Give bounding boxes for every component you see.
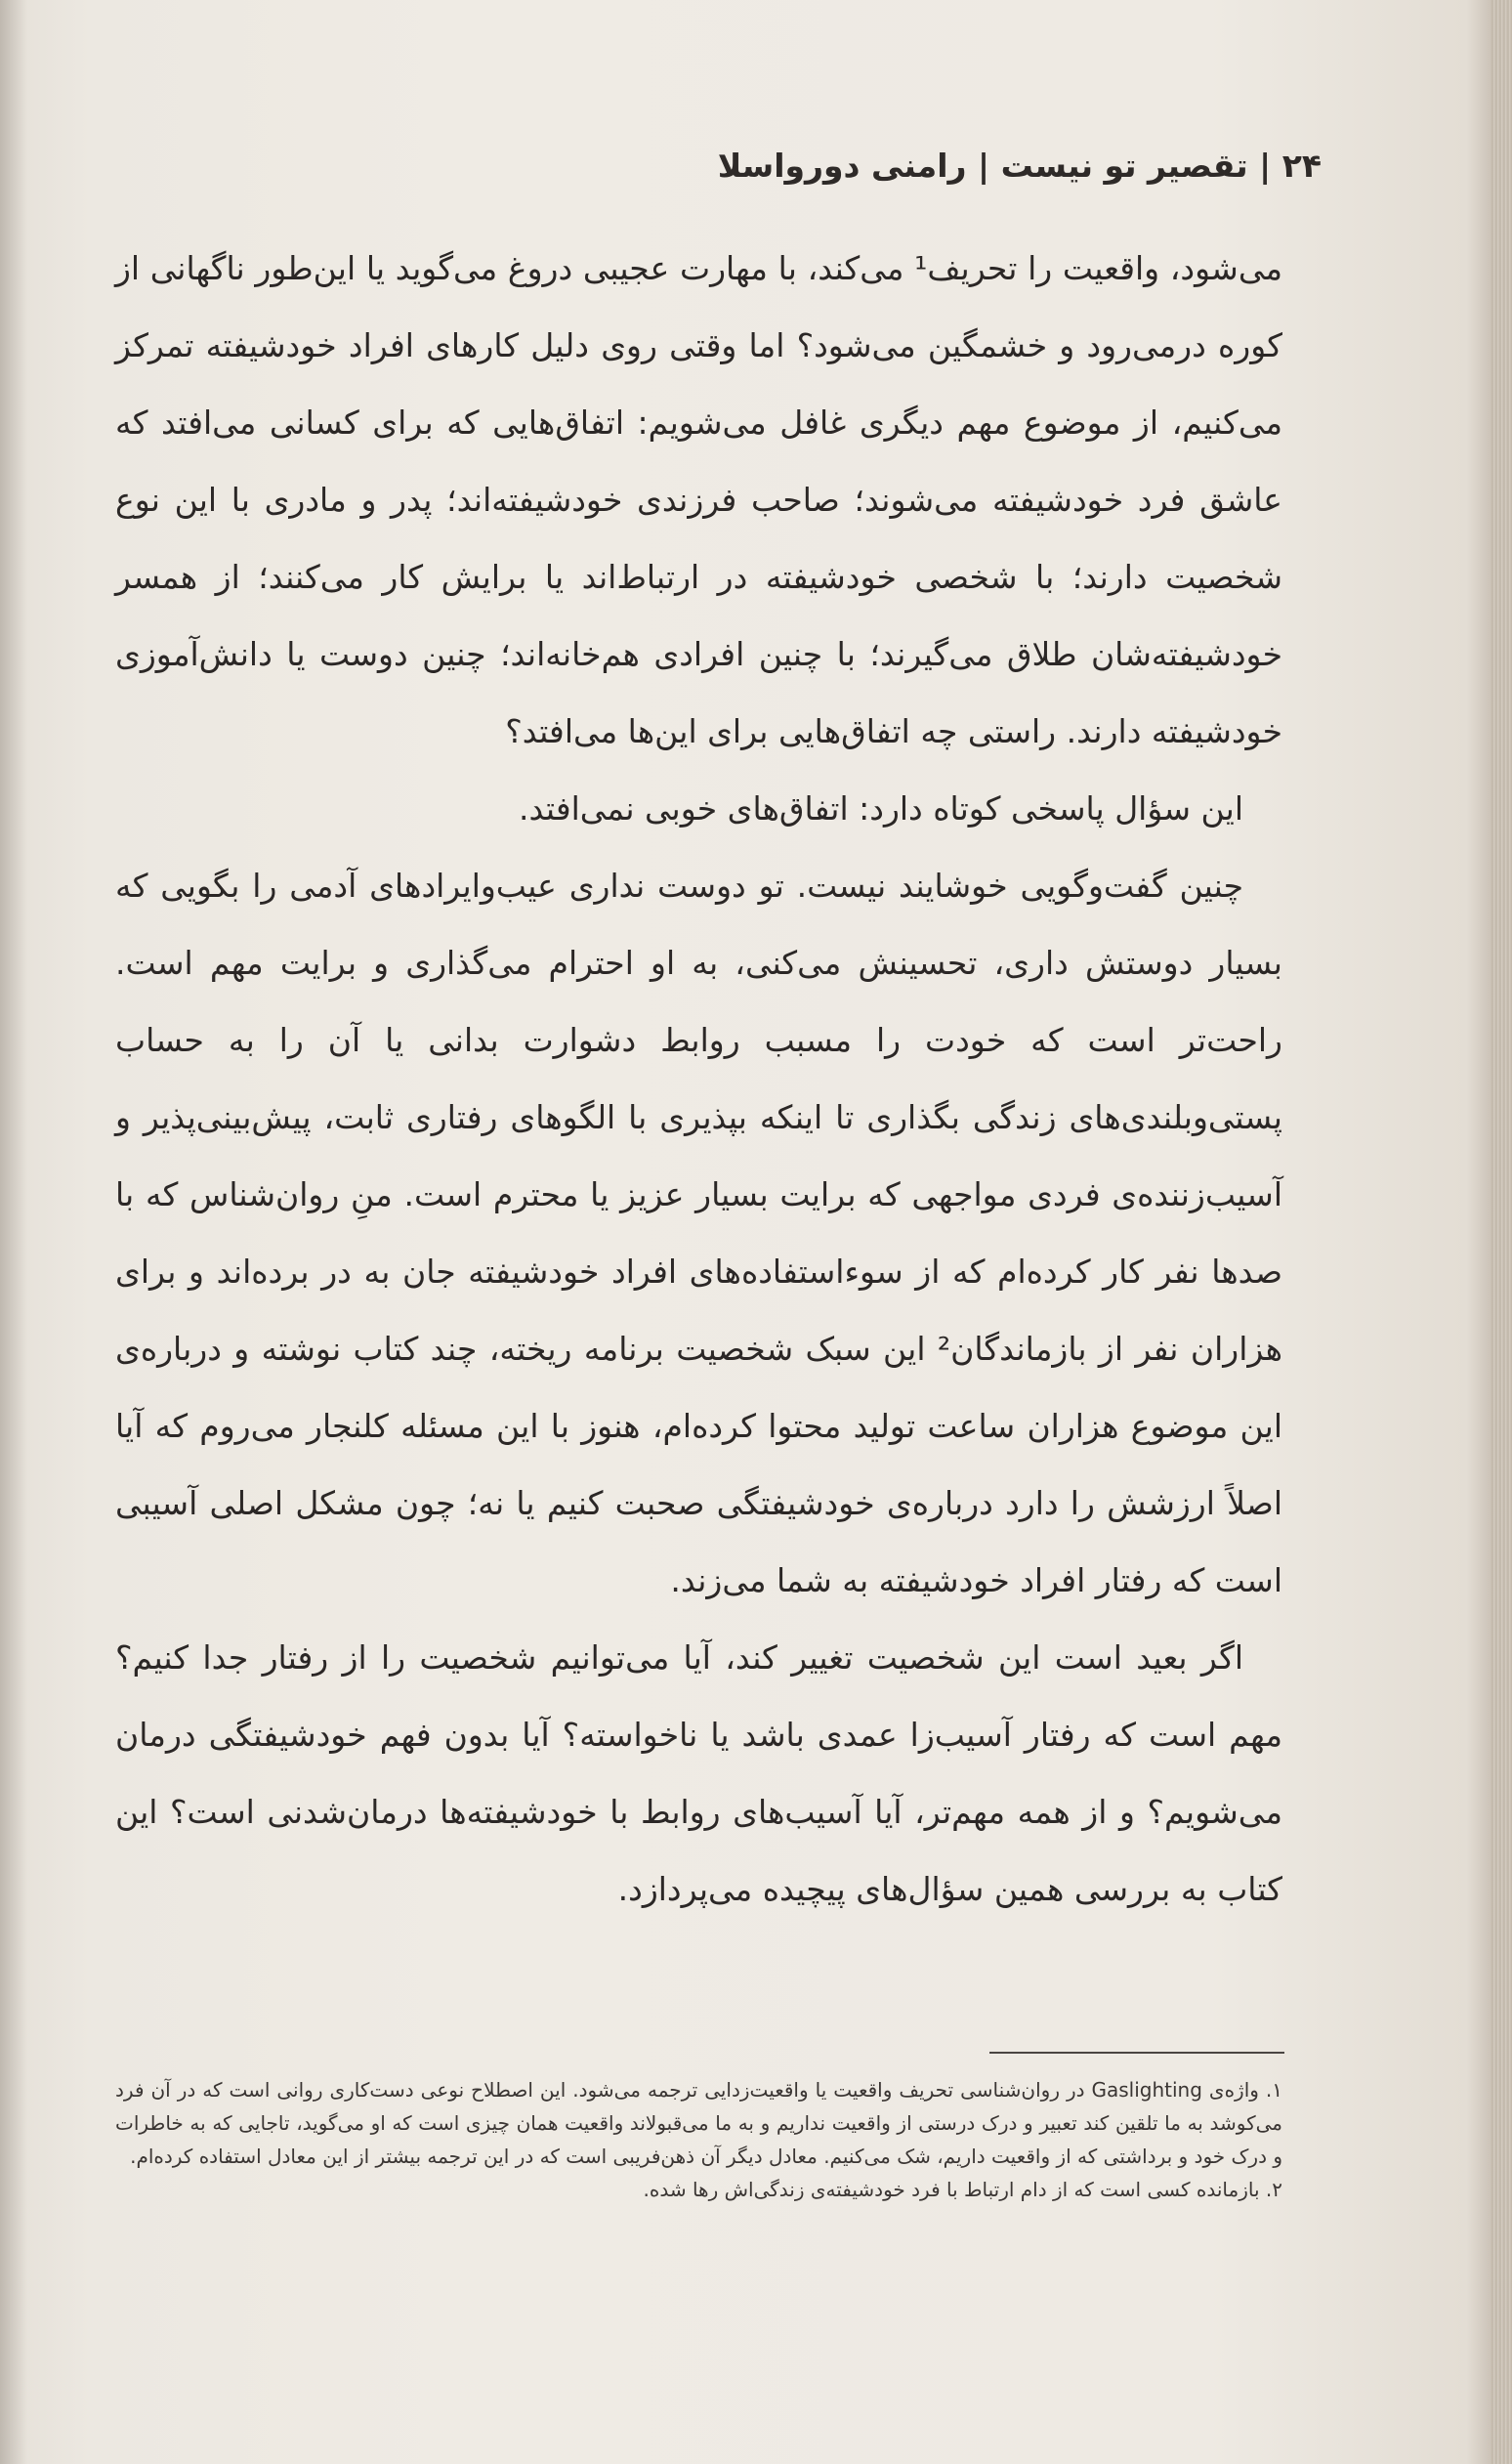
footnote: ۱. واژه‌ی Gaslighting در روان‌شناسی تحریف واقعیت یا واقعیت‌زدایی ترجمه می‌شود. این اصطلاح نوعی دست‌کاری روانی است که در آن فرد می‌کوشد به ما تلقین کند تعبیر و درک درستی از واقعیت نداریم و به ما می‌قبولاند واقعیت همان چیزی است که او می‌گوید، تاجایی که به خاطرات و درک خود و برداشتی که از واقعیت داریم، شک می‌کنیم. معادل دیگر آن ذهن‌فریبی است که در این ترجمه بیشتر از این معادل استفاده کرده‌ام. — [115, 2078, 1283, 2168]
paragraph: چنین گفت‌وگویی خوشایند نیست. تو دوست نداری عیب‌وایرادهای آدمی را بگویی که بسیار دوستش داری، تحسینش می‌کنی، به او احترام می‌گذاری و برایت مهم است. راحت‌تر است که خودت را مسبب روابط دشوارت بدانی یا آن را به حساب پستی‌وبلندی‌های زندگی بگذاری تا اینکه بپذیری با الگوهای رفتاری ثابت، پیش‌بینی‌پذیر و آسیب‌زننده‌ی فردی مواجهی که برایت بسیار عزیز یا محترم است. منِ روان‌شناس که با صدها نفر کار کرده‌ام که از سوءاستفاده‌های افراد خودشیفته جان به در برده‌اند و برای هزاران نفر از بازماندگان² این سبک شخصیت برنامه ریخته، چند کتاب نوشته و درباره‌ی این موضوع هزاران ساعت تولید محتوا کرده‌ام، هنوز با این مسئله کلنجار می‌روم که آیا اصلاً ارزشش را دارد درباره‌ی خودشیفتگی صحبت کنیم یا نه؛ چون مشکل اصلی آسیبی است که رفتار افراد خودشیفته به شما می‌زند. — [115, 867, 1282, 1599]
paragraph: اگر بعید است این شخصیت تغییر کند، آیا می‌توانیم شخصیت را از رفتار جدا کنیم؟ مهم است که رفتار آسیب‌زا عمدی باشد یا ناخواسته؟ آیا بدون فهم خودشیفتگی درمان می‌شویم؟ و از همه مهم‌تر، آیا آسیب‌های روابط با خودشیفته‌ها درمان‌شدنی است؟ این کتاب به بررسی همین سؤال‌های پیچیده می‌پردازد. — [115, 1638, 1282, 1908]
body-text — [115, 230, 1282, 1928]
page-edges — [1491, 0, 1512, 2464]
footnote: ۲. بازمانده کسی است که از دام ارتباط با فرد خودشیفته‌ی زندگی‌اش رها شده. — [643, 2178, 1282, 2201]
footnote-divider — [989, 2052, 1284, 2054]
binding-shadow — [0, 0, 27, 2464]
paragraph: می‌شود، واقعیت را تحریف¹ می‌کند، با مهارت عجیبی دروغ می‌گوید یا این‌طور ناگهانی از کوره درمی‌رود و خشمگین می‌شود؟ اما وقتی روی دلیل کارهای افراد خودشیفته تمرکز می‌کنیم، از موضوع مهم دیگری غافل می‌شویم: اتفاق‌هایی که برای کسانی می‌افتد که عاشق فرد خودشیفته می‌شوند؛ صاحب فرزندی خودشیفته‌اند؛ پدر و مادری با این نوع شخصیت دارند؛ با شخصی خودشیفته در ارتباط‌اند یا برایش کار می‌کنند؛ از همسر خودشیفته‌شان طلاق می‌گیرند؛ با چنین افرادی هم‌خانه‌اند؛ چنین دوست یا دانش‌آموزی خودشیفته دارند. راستی چه اتفاق‌هایی برای این‌ها می‌افتد؟ — [115, 249, 1282, 750]
running-head: ۲۴ | تقصیر تو نیست | رامنی دورواسلا — [717, 147, 1322, 185]
footnotes — [115, 2073, 1282, 2206]
paragraph: این سؤال پاسخی کوتاه دارد: اتفاق‌های خوبی نمی‌افتد. — [519, 789, 1243, 828]
